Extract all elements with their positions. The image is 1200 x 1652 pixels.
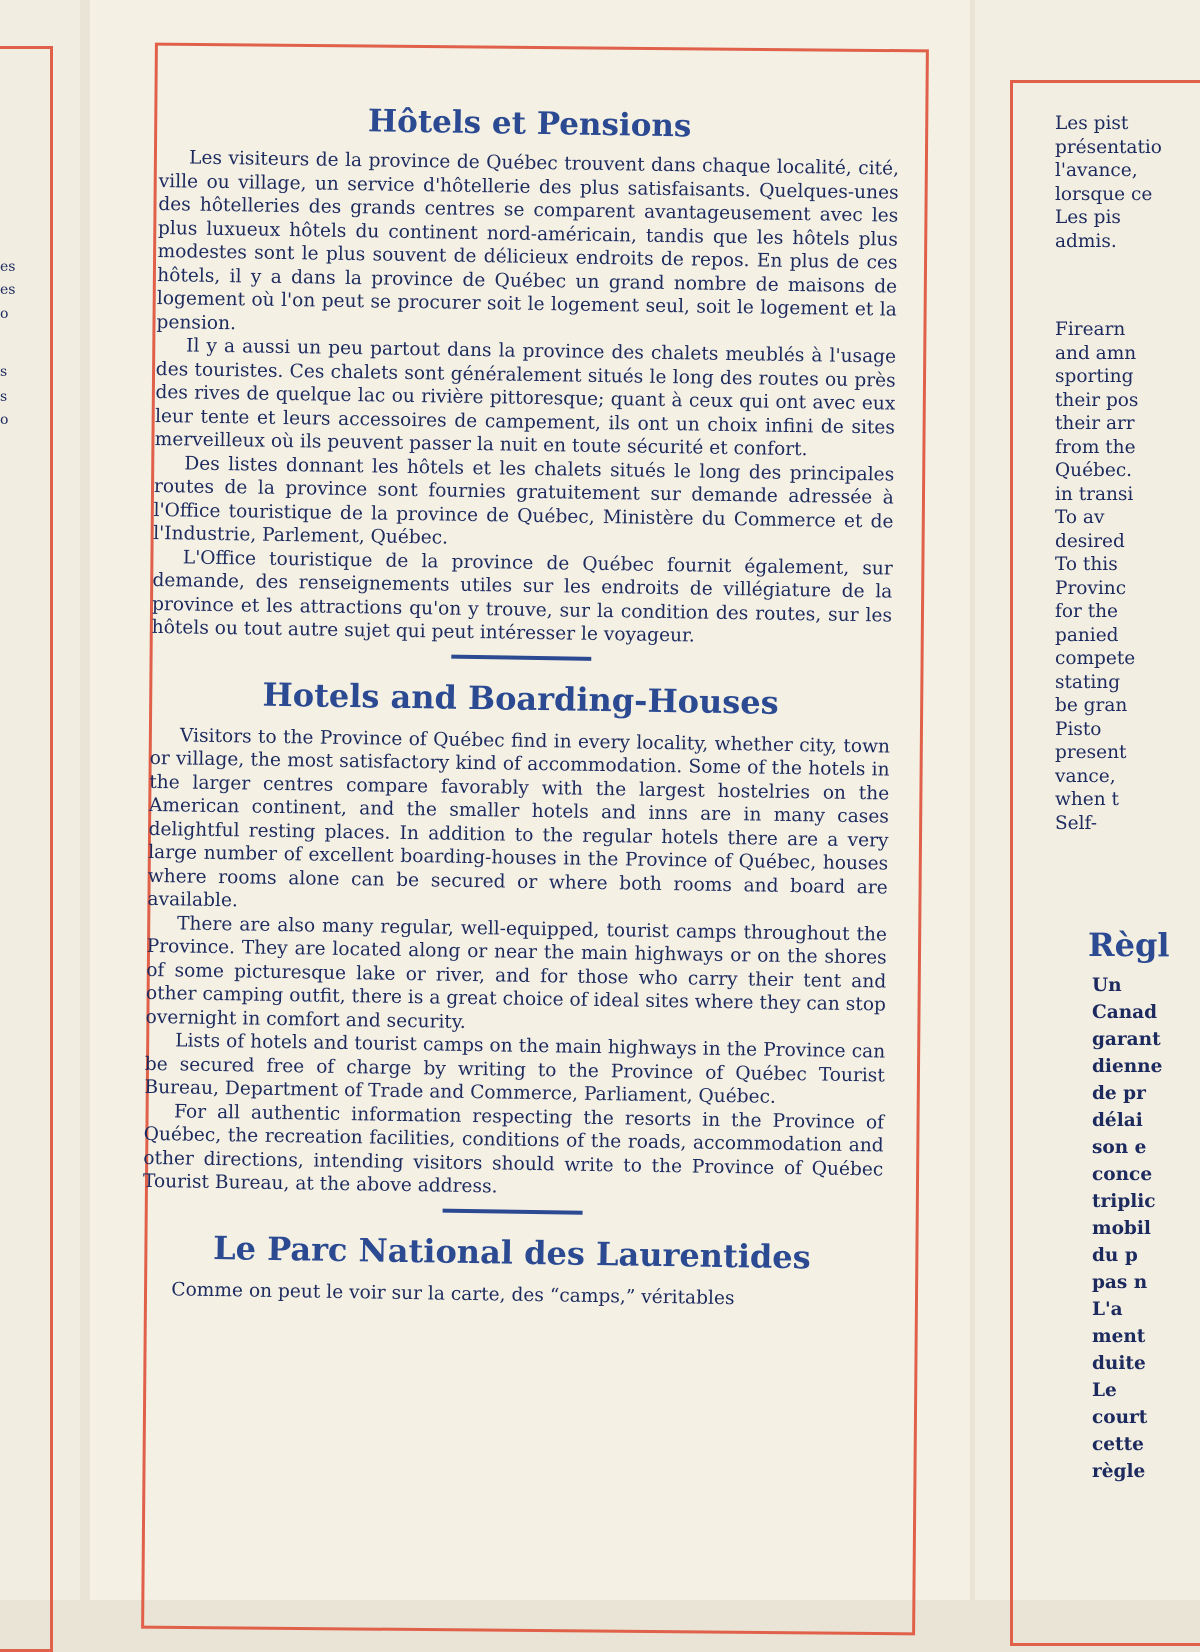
- text-fragment: and amn: [1055, 342, 1137, 364]
- text-fragment: To this: [1055, 554, 1118, 575]
- text-fragment: for the: [1055, 601, 1119, 622]
- text-fragment: son e: [1092, 1137, 1147, 1158]
- text-fragment: duite: [1092, 1353, 1146, 1374]
- text-fragment: s: [0, 364, 8, 380]
- text-fragment: l'avance,: [1055, 160, 1138, 181]
- text-fragment: their pos: [1055, 389, 1139, 411]
- paragraph: Les visiteurs de la province de Québec trouvent dans chaque localité, cité, ville ou village, un service d'hôtellerie des plus satisfaisants. Quelques-unes des hôtelleries des grands centres se comparent avantageusement avec les plus luxueux hôtels du continent nord-américain, tandis que les hôtels plus modestes sont le plus souvent de délicieux endroits de repos. En plus de ces hôtels, il y a dans la province de Québec un grand nombre de maisons de logement où l'on peut se procurer soit le logement seul, soit le logement et la pension.: [156, 147, 900, 334]
- text-fragment: when t: [1055, 789, 1119, 810]
- text-fragment: présentatio: [1055, 136, 1162, 158]
- text-fragment: be gran: [1055, 695, 1128, 716]
- paragraph: L'Office touristique de la province de Québec fournit également, sur demande, des renseignements utiles sur les endroits de villégiature de la province et les attractions qu'on y trouve, sur la condition des routes, sur les hôtels ou tout autre sujet qui peut intéresser le voyageur.: [151, 546, 893, 647]
- text-fragment: dienne: [1092, 1056, 1163, 1077]
- english-section: [143, 723, 890, 1205]
- text-fragment: de pr: [1092, 1083, 1146, 1104]
- text-fragment: Provinc: [1055, 577, 1127, 599]
- text-fragment: To av: [1055, 507, 1105, 528]
- text-fragment: Un: [1092, 975, 1122, 996]
- right-column-middle: [1055, 318, 1138, 835]
- text-fragment: compete: [1055, 648, 1136, 669]
- title-english: Hotels and Boarding-Houses: [262, 675, 780, 722]
- text-fragment: s: [0, 389, 8, 405]
- text-fragment: o: [0, 412, 9, 428]
- text-fragment: desired: [1055, 530, 1125, 552]
- title-park: Le Parc National des Laurentides: [212, 1228, 811, 1276]
- text-fragment: vance,: [1055, 765, 1116, 787]
- section-divider: [443, 1208, 583, 1214]
- text-fragment: their arr: [1055, 413, 1135, 434]
- text-fragment: délai: [1092, 1110, 1143, 1131]
- text-fragment: lorsque ce: [1055, 183, 1153, 205]
- text-fragment: o: [0, 306, 9, 322]
- text-fragment: mobil: [1092, 1218, 1151, 1239]
- text-fragment: stating: [1055, 671, 1121, 693]
- paragraph: There are also many regular, well-equipped, tourist camps throughout the Province. They are located along or near the main highways or on the shores of some picturesque lake or river, and for those who carry their tent and other camping outfit, there is a great choice of ideal sites where they can stop overnight in comfort and security.: [145, 912, 888, 1033]
- text-fragment: du p: [1092, 1245, 1138, 1266]
- text-fragment: Les pis: [1055, 207, 1121, 228]
- text-fragment: L'a: [1092, 1299, 1123, 1320]
- title-french: Hôtels et Pensions: [367, 103, 692, 145]
- text-fragment: triplic: [1092, 1191, 1156, 1212]
- text-fragment: court: [1092, 1407, 1148, 1428]
- text-fragment: es: [0, 282, 16, 298]
- text-fragment: Canad: [1092, 1002, 1158, 1023]
- paragraph: Il y a aussi un peu partout dans la province des chalets meublés à l'usage des touristes. Ces chalets sont généralement situés le long des routes ou près des rives de quelque lac ou rivière pittoresque; quant à ceux qui ont avec eux leur tente et leurs accessoires de campement, ils ont un choix infini de sites merveilleux où ils peuvent passer la nuit en toute sécurité et confort.: [154, 335, 897, 461]
- text-fragment: conce: [1092, 1164, 1153, 1185]
- text-fragment: garant: [1092, 1029, 1161, 1050]
- french-section: [152, 146, 900, 651]
- text-fragment: admis.: [1055, 230, 1117, 252]
- right-column-heading: Règl: [1088, 926, 1170, 964]
- paragraph: Visitors to the Province of Québec find in every locality, whether city, town or village, the most satisfactory kind of accommodation. Some of the hotels in the larger centres compare favorably with the largest hostelries on the American continent, and the smaller hotels and inns are in many cases delightful resting places. In addition to the regular hotels there are a very large number of excellent boarding-houses in the Province of Québec, houses where rooms alone can be secured or where both rooms and board are available.: [147, 724, 891, 912]
- text-fragment: Les pist: [1055, 113, 1129, 134]
- text-fragment: règle: [1092, 1461, 1146, 1482]
- text-fragment: cette: [1092, 1434, 1144, 1455]
- text-fragment: Firearn: [1055, 319, 1126, 340]
- text-fragment: Le: [1092, 1380, 1117, 1401]
- text-fragment: panied: [1055, 624, 1119, 646]
- text-fragment: Québec.: [1055, 460, 1133, 481]
- right-column-bottom: [1092, 972, 1162, 1485]
- text-fragment: Self-: [1055, 812, 1097, 834]
- park-intro: Comme on peut le voir sur la carte, des “camps,” véritables: [171, 1278, 735, 1309]
- section-divider: [451, 654, 591, 660]
- text-fragment: ment: [1092, 1326, 1146, 1347]
- text-fragment: in transi: [1055, 483, 1134, 505]
- paragraph: Des listes donnant les hôtels et les chalets situés le long des principales routes de la province sont fournies gratuitement sur demande adressée à l'Office touristique de la province de Québec, Ministère du Commerce et de l'Industrie, Parlement, Québec.: [153, 452, 895, 549]
- text-fragment: es: [0, 259, 16, 275]
- center-page-content: [141, 100, 900, 1312]
- paragraph: For all authentic information respecting the resorts in the Province of Québec, the recreation facilities, conditions of the roads, accommodation and other directions, intending visitors should write to the Province of Québec Tourist Bureau, at the above address.: [142, 1100, 885, 1198]
- text-fragment: sporting: [1055, 366, 1134, 387]
- paragraph: Lists of hotels and tourist camps on the main highways in the Province can be secured free of charge by writing to the Province of Québec Tourist Bureau, Department of Trade and Commerce, Parliament, Québec.: [144, 1030, 886, 1108]
- text-fragment: Pisto: [1055, 718, 1102, 740]
- text-fragment: pas n: [1092, 1272, 1148, 1293]
- right-column-top: [1055, 112, 1162, 253]
- text-fragment: present: [1055, 742, 1127, 763]
- text-fragment: from the: [1055, 436, 1136, 458]
